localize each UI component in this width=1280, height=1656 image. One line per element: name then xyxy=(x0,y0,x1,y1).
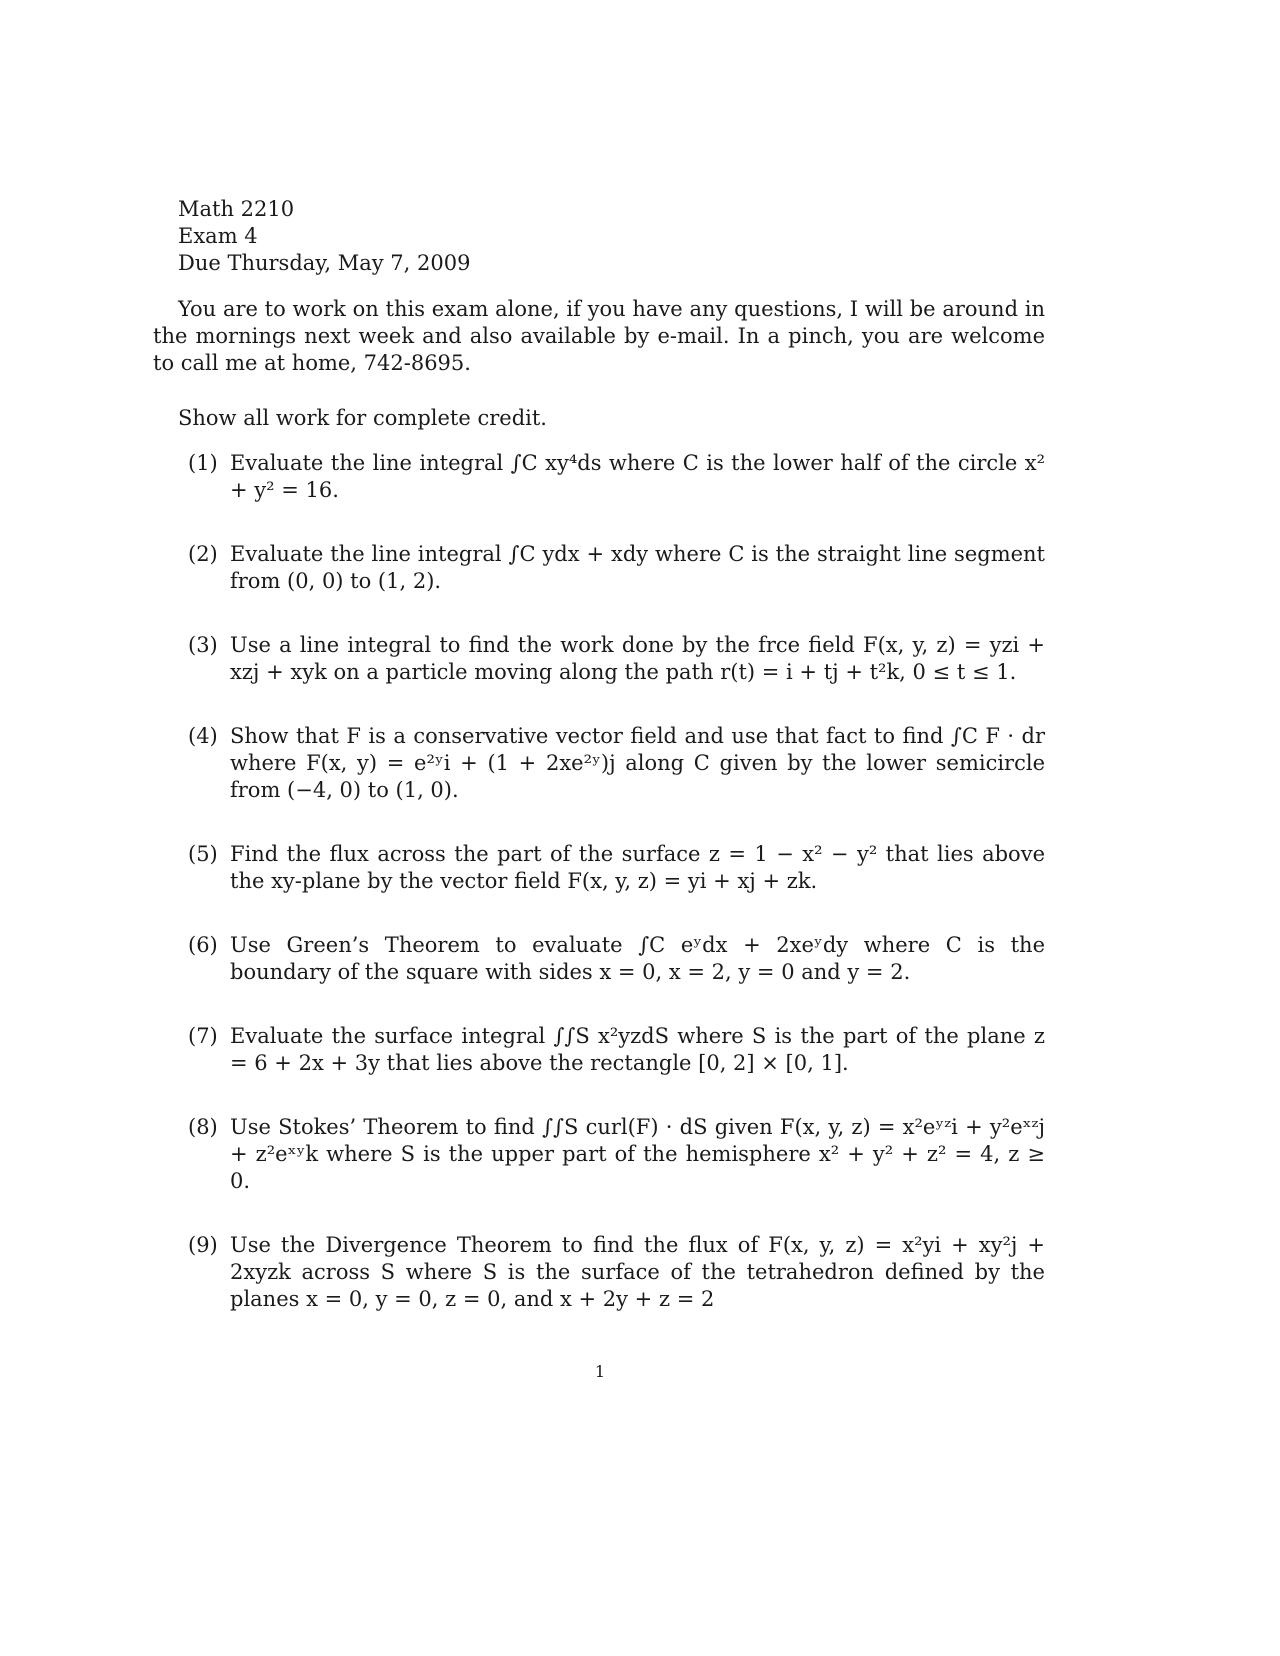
problem-number: (7) xyxy=(188,1024,218,1048)
intro-paragraph: You are to work on this exam alone, if you have any questions, I will be around in the mornings next week and also available by e-mail. In a pinch, you are welcome to call me at home, 742-8695. xyxy=(153,297,1045,375)
problem-item xyxy=(178,1023,1045,1077)
problem-item xyxy=(178,450,1045,504)
course-title: Math 2210 xyxy=(178,197,295,221)
page-number: 1 xyxy=(594,1362,606,1381)
problem-text: Use a line integral to find the work done by the frce field F(x, y, z) = yzi + xzj + xyk on a particle moving along the path r(t) = i + tj + t²k, 0 ≤ t ≤ 1. xyxy=(230,633,1045,684)
problem-text: Show that F is a conservative vector field and use that fact to find ∫C F · dr where F(x, y) = e²ʸi + (1 + 2xe²ʸ)j along C given by the lower semicircle from (−4, 0) to (1, 0). xyxy=(230,724,1045,802)
problem-number: (6) xyxy=(188,933,218,957)
problem-number: (9) xyxy=(188,1233,218,1257)
problem-number: (3) xyxy=(188,633,218,657)
problem-item xyxy=(178,1232,1045,1313)
due-date: Due Thursday, May 7, 2009 xyxy=(178,251,471,275)
problem-item xyxy=(178,932,1045,986)
problem-item xyxy=(178,541,1045,595)
problem-text: Evaluate the surface integral ∫∫S x²yzdS where S is the part of the plane z = 6 + 2x + 3y that lies above the rectangle [0, 2] × [0, 1]. xyxy=(230,1024,1045,1075)
problem-text: Find the flux across the part of the surface z = 1 − x² − y² that lies above the xy-plane by the vector field F(x, y, z) = yi + xj + zk. xyxy=(230,842,1045,893)
problem-text: Evaluate the line integral ∫C ydx + xdy where C is the straight line segment from (0, 0) to (1, 2). xyxy=(230,542,1045,593)
problem-number: (5) xyxy=(188,842,218,866)
problem-list xyxy=(178,450,1045,1350)
problem-number: (1) xyxy=(188,451,218,475)
problem-item xyxy=(178,1114,1045,1195)
problem-item xyxy=(178,723,1045,804)
exam-header xyxy=(178,196,470,277)
problem-text: Use Green’s Theorem to evaluate ∫C eʸdx + 2xeʸdy where C is the boundary of the square with sides x = 0, x = 2, y = 0 and y = 2. xyxy=(230,933,1045,984)
problem-number: (4) xyxy=(188,724,218,748)
instruction-text: Show all work for complete credit. xyxy=(178,406,547,430)
problem-item xyxy=(178,632,1045,686)
problem-text: Use Stokes’ Theorem to find ∫∫S curl(F) · dS given F(x, y, z) = x²eʸᶻi + y²eˣᶻj + z²eˣʸk where S is the upper part of the hemisphere x² + y² + z² = 4, z ≥ 0. xyxy=(230,1115,1045,1193)
problem-text: Evaluate the line integral ∫C xy⁴ds where C is the lower half of the circle x² + y² = 16. xyxy=(230,451,1045,502)
problem-item xyxy=(178,841,1045,895)
problem-number: (2) xyxy=(188,542,218,566)
exam-title: Exam 4 xyxy=(178,224,258,248)
problem-number: (8) xyxy=(188,1115,218,1139)
problem-text: Use the Divergence Theorem to find the flux of F(x, y, z) = x²yi + xy²j + 2xyzk across S where S is the surface of the tetrahedron defined by the planes x = 0, y = 0, z = 0, and x + 2y + z = 2 xyxy=(230,1233,1045,1311)
